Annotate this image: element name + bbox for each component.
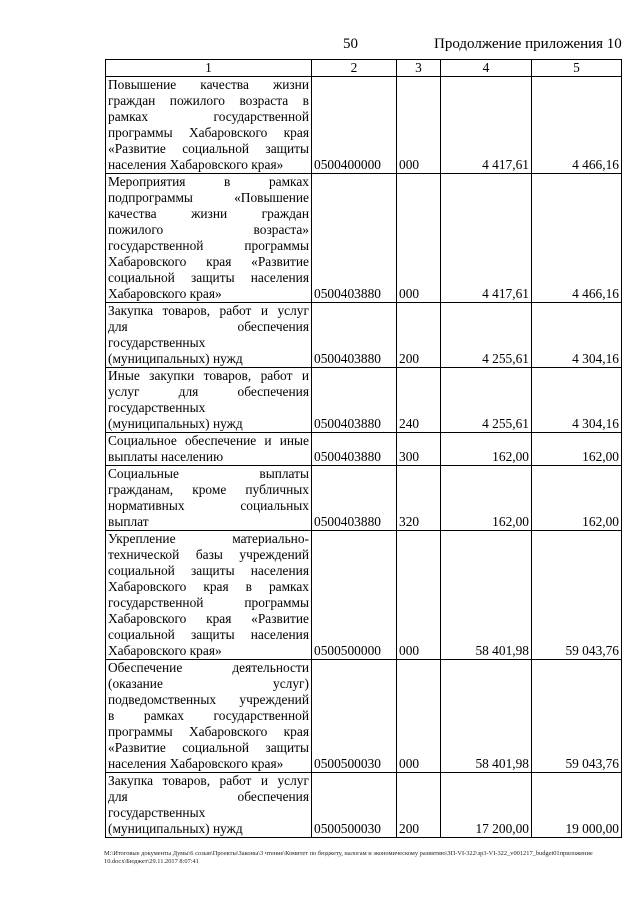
item-name-line: рамках государственной <box>108 109 309 124</box>
item-name-cell <box>106 660 312 773</box>
expense-type-code-cell: 000 <box>397 77 441 174</box>
column-header: 2 <box>312 60 397 77</box>
target-article-code-cell: 0500403880 <box>312 174 397 303</box>
item-name-line: подпрограммы «Повышение <box>108 190 309 205</box>
item-name-line: социальной защиты населения <box>108 627 309 642</box>
column-number-row <box>106 60 622 77</box>
item-name-line: Хабаровского края в рамках <box>108 579 309 594</box>
item-name-cell <box>106 174 312 303</box>
target-article-code-cell: 0500403880 <box>312 466 397 531</box>
amount-year2-cell: 4 466,16 <box>532 174 622 303</box>
item-name-line: Обеспечение деятельности <box>108 660 309 675</box>
amount-year2-cell: 59 043,76 <box>532 660 622 773</box>
amount-year1-cell: 4 417,61 <box>441 174 532 303</box>
item-name-line: граждан пожилого возраста в <box>108 93 309 108</box>
item-name-line: Хабаровского края» <box>108 643 222 658</box>
expense-type-code-cell: 300 <box>397 433 441 466</box>
item-name-line: Хабаровского края «Развитие <box>108 254 309 269</box>
amount-year1-cell: 162,00 <box>441 466 532 531</box>
item-name-line: государственных <box>108 400 206 415</box>
amount-year1-cell: 4 255,61 <box>441 368 532 433</box>
item-name-line: технической базы учреждений <box>108 547 309 562</box>
item-name-line: выплаты населению <box>108 449 224 464</box>
column-header: 3 <box>397 60 441 77</box>
amount-year1-cell: 4 255,61 <box>441 303 532 368</box>
item-name-line: (муниципальных) нужд <box>108 351 243 366</box>
item-name-line: Повышение качества жизни <box>108 77 309 92</box>
item-name-line: государственных <box>108 805 206 820</box>
expense-type-code-cell: 000 <box>397 660 441 773</box>
target-article-code-cell: 0500403880 <box>312 303 397 368</box>
column-header: 1 <box>106 60 312 77</box>
item-name-line: для обеспечения <box>108 789 309 804</box>
item-name-line: населения Хабаровского края» <box>108 157 284 172</box>
target-article-code-cell: 0500500000 <box>312 531 397 660</box>
file-path-footer: M:\Итоговые документы Думы\6 созыв\Проекты\Законы\3 чтение\Комитет по бюджету, налогам и экономическому развитию\ЗП-VI-322\зр3-VI-322_v001217_budget01приложение 10.docx\Бюджет\29.11.2017 8:07:41 <box>104 850 593 865</box>
item-name-line: государственной программы <box>108 595 309 610</box>
item-name-line: (муниципальных) нужд <box>108 416 243 431</box>
item-name-line: выплат <box>108 514 149 529</box>
item-name-line: (муниципальных) нужд <box>108 821 243 836</box>
amount-year2-cell: 59 043,76 <box>532 531 622 660</box>
expense-type-code-cell: 200 <box>397 773 441 838</box>
item-name-line: Иные закупки товаров, работ и <box>108 368 309 383</box>
amount-year1-cell: 17 200,00 <box>441 773 532 838</box>
item-name-line: социальной защиты населения <box>108 563 309 578</box>
amount-year2-cell: 19 000,00 <box>532 773 622 838</box>
amount-year2-cell: 4 304,16 <box>532 368 622 433</box>
item-name-line: в рамках государственной <box>108 708 309 723</box>
table-body <box>106 77 622 838</box>
item-name-line: подведомственных учреждений <box>108 692 309 707</box>
target-article-code-cell: 0500403880 <box>312 433 397 466</box>
item-name-line: Укрепление материально- <box>108 531 309 546</box>
amount-year1-cell: 162,00 <box>441 433 532 466</box>
item-name-cell <box>106 773 312 838</box>
item-name-cell <box>106 368 312 433</box>
item-name-line: населения Хабаровского края» <box>108 756 284 771</box>
item-name-line: Закупка товаров, работ и услуг <box>108 303 309 318</box>
item-name-line: социальной защиты населения <box>108 270 309 285</box>
item-name-line: «Развитие социальной защиты <box>108 740 309 755</box>
table-row <box>106 433 622 466</box>
item-name-line: качества жизни граждан <box>108 206 309 221</box>
amount-year2-cell: 162,00 <box>532 466 622 531</box>
item-name-line: Закупка товаров, работ и услуг <box>108 773 309 788</box>
target-article-code-cell: 0500400000 <box>312 77 397 174</box>
column-header: 4 <box>441 60 532 77</box>
column-header: 5 <box>532 60 622 77</box>
item-name-line: «Развитие социальной защиты <box>108 141 309 156</box>
item-name-line: государственной программы <box>108 238 309 253</box>
table-row <box>106 531 622 660</box>
item-name-cell <box>106 466 312 531</box>
table-row <box>106 174 622 303</box>
item-name-line: Социальные выплаты <box>108 466 309 481</box>
table-row <box>106 368 622 433</box>
item-name-cell <box>106 303 312 368</box>
item-name-line: Хабаровского края «Развитие <box>108 611 309 626</box>
amount-year1-cell: 58 401,98 <box>441 660 532 773</box>
item-name-line: гражданам, кроме публичных <box>108 482 309 497</box>
item-name-line: программы Хабаровского края <box>108 724 309 739</box>
item-name-line: (оказание услуг) <box>108 676 309 691</box>
continuation-note: Продолжение приложения 10 <box>434 36 622 52</box>
amount-year2-cell: 162,00 <box>532 433 622 466</box>
table-row <box>106 303 622 368</box>
expense-type-code-cell: 000 <box>397 174 441 303</box>
amount-year1-cell: 4 417,61 <box>441 77 532 174</box>
expense-type-code-cell: 320 <box>397 466 441 531</box>
expense-type-code-cell: 240 <box>397 368 441 433</box>
item-name-line: Хабаровского края» <box>108 286 222 301</box>
amount-year1-cell: 58 401,98 <box>441 531 532 660</box>
table-row <box>106 660 622 773</box>
item-name-line: пожилого возраста» <box>108 222 309 237</box>
page-number: 50 <box>343 36 358 52</box>
expense-type-code-cell: 200 <box>397 303 441 368</box>
item-name-line: программы Хабаровского края <box>108 125 309 140</box>
item-name-line: Мероприятия в рамках <box>108 174 309 189</box>
item-name-line: нормативных социальных <box>108 498 309 513</box>
item-name-line: государственных <box>108 335 206 350</box>
target-article-code-cell: 0500500030 <box>312 660 397 773</box>
item-name-cell <box>106 77 312 174</box>
expense-type-code-cell: 000 <box>397 531 441 660</box>
item-name-cell <box>106 531 312 660</box>
target-article-code-cell: 0500403880 <box>312 368 397 433</box>
item-name-line: для обеспечения <box>108 319 309 334</box>
amount-year2-cell: 4 304,16 <box>532 303 622 368</box>
table-row <box>106 773 622 838</box>
target-article-code-cell: 0500500030 <box>312 773 397 838</box>
item-name-line: услуг для обеспечения <box>108 384 309 399</box>
item-name-cell <box>106 433 312 466</box>
amount-year2-cell: 4 466,16 <box>532 77 622 174</box>
item-name-line: Социальное обеспечение и иные <box>108 433 309 448</box>
budget-table <box>105 59 622 838</box>
table-row <box>106 466 622 531</box>
table-row <box>106 77 622 174</box>
